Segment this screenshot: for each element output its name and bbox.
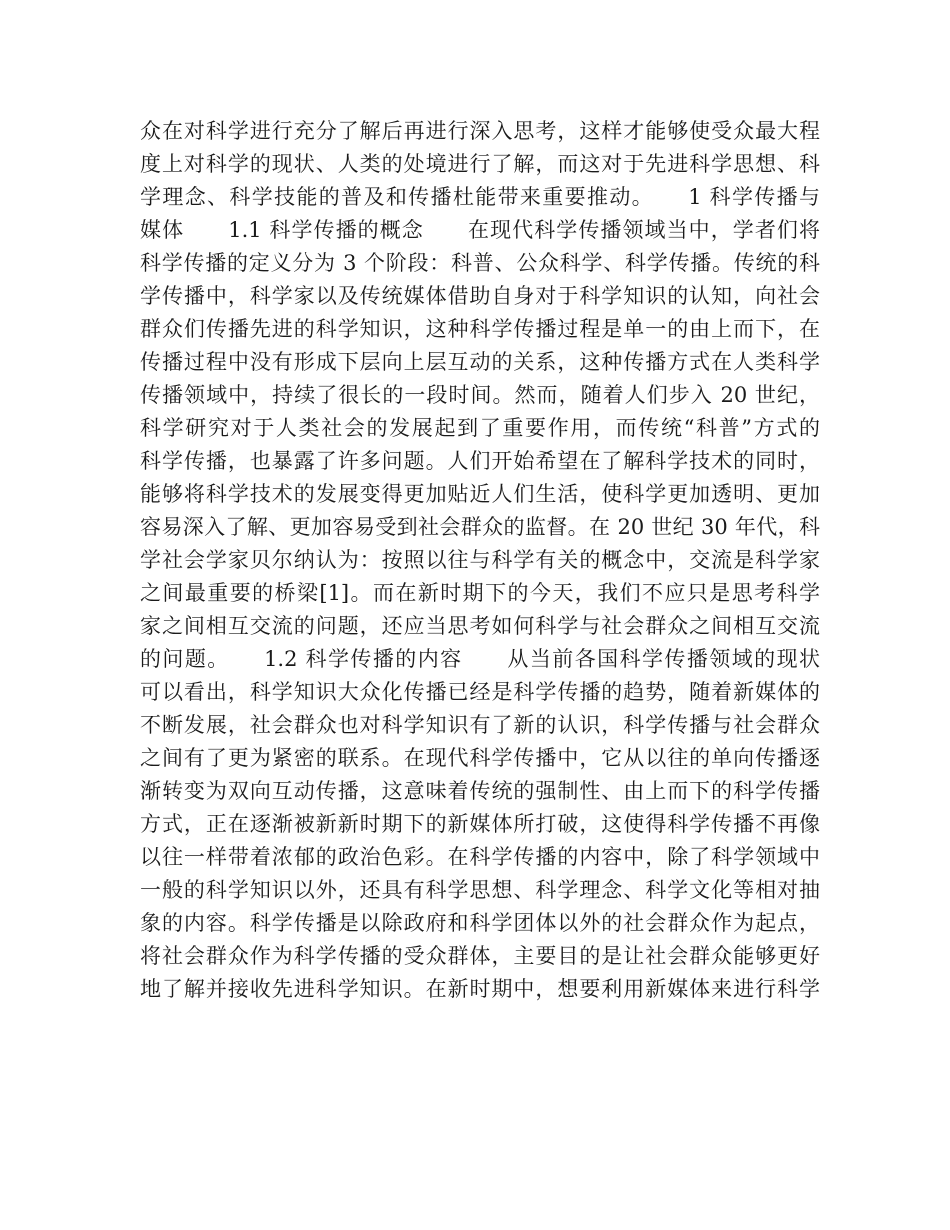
text-line: 度上对科学的现状、人类的处境进行了解，而这对于先进科学思想、科 xyxy=(140,152,820,176)
text-line: 之间最重要的桥梁[1]。而在新时期下的今天，我们不应只是思考科学 xyxy=(140,581,820,605)
text-line: 象的内容。科学传播是以除政府和科学团体以外的社会群众作为起点， xyxy=(140,911,820,935)
text-line: 家之间相互交流的问题，还应当思考如何科学与社会群众之间相互交流 xyxy=(140,614,820,638)
text-line: 不断发展，社会群众也对科学知识有了新的认识，科学传播与社会群众 xyxy=(140,713,820,737)
text-line: 可以看出，科学知识大众化传播已经是科学传播的趋势，随着新媒体的 xyxy=(140,680,820,704)
text-line: 的问题。 1.2 科学传播的内容 从当前各国科学传播领域的现状 xyxy=(140,647,820,671)
text-line: 将社会群众作为科学传播的受众群体，主要目的是让社会群众能够更好 xyxy=(140,944,820,968)
text-line: 传播过程中没有形成下层向上层互动的关系，这种传播方式在人类科学 xyxy=(140,350,820,374)
text-line: 一般的科学知识以外，还具有科学思想、科学理念、科学文化等相对抽 xyxy=(140,878,820,902)
text-line: 方式，正在逐渐被新新时期下的新媒体所打破，这使得科学传播不再像 xyxy=(140,812,820,836)
text-line: 学传播中，科学家以及传统媒体借助自身对于科学知识的认知，向社会 xyxy=(140,284,820,308)
text-line: 传播领域中，持续了很长的一段时间。然而，随着人们步入 20 世纪， xyxy=(140,383,820,407)
text-line: 众在对科学进行充分了解后再进行深入思考，这样才能够使受众最大程 xyxy=(140,119,820,143)
text-line: 科学传播的定义分为 3 个阶段：科普、公众科学、科学传播。传统的科 xyxy=(140,251,820,275)
body-text xyxy=(140,115,820,1006)
text-line: 地了解并接收先进科学知识。在新时期中，想要利用新媒体来进行科学 xyxy=(140,977,820,1001)
text-line: 学社会学家贝尔纳认为：按照以往与科学有关的概念中，交流是科学家 xyxy=(140,548,820,572)
text-line: 渐转变为双向互动传播，这意味着传统的强制性、由上而下的科学传播 xyxy=(140,779,820,803)
text-line: 学理念、科学技能的普及和传播杜能带来重要推动。 1 科学传播与 xyxy=(140,185,820,209)
text-line: 容易深入了解、更加容易受到社会群众的监督。在 20 世纪 30 年代，科 xyxy=(140,515,820,539)
text-line: 能够将科学技术的发展变得更加贴近人们生活，使科学更加透明、更加 xyxy=(140,482,820,506)
text-line: 之间有了更为紧密的联系。在现代科学传播中，它从以往的单向传播逐 xyxy=(140,746,820,770)
text-line: 群众们传播先进的科学知识，这种科学传播过程是单一的由上而下，在 xyxy=(140,317,820,341)
text-line: 以往一样带着浓郁的政治色彩。在科学传播的内容中，除了科学领域中 xyxy=(140,845,820,869)
text-line: 媒体 1.1 科学传播的概念 在现代科学传播领域当中，学者们将 xyxy=(140,218,820,242)
text-line: 科学传播，也暴露了许多问题。人们开始希望在了解科学技术的同时， xyxy=(140,449,820,473)
text-line: 科学研究对于人类社会的发展起到了重要作用，而传统“科普”方式的 xyxy=(140,416,820,440)
